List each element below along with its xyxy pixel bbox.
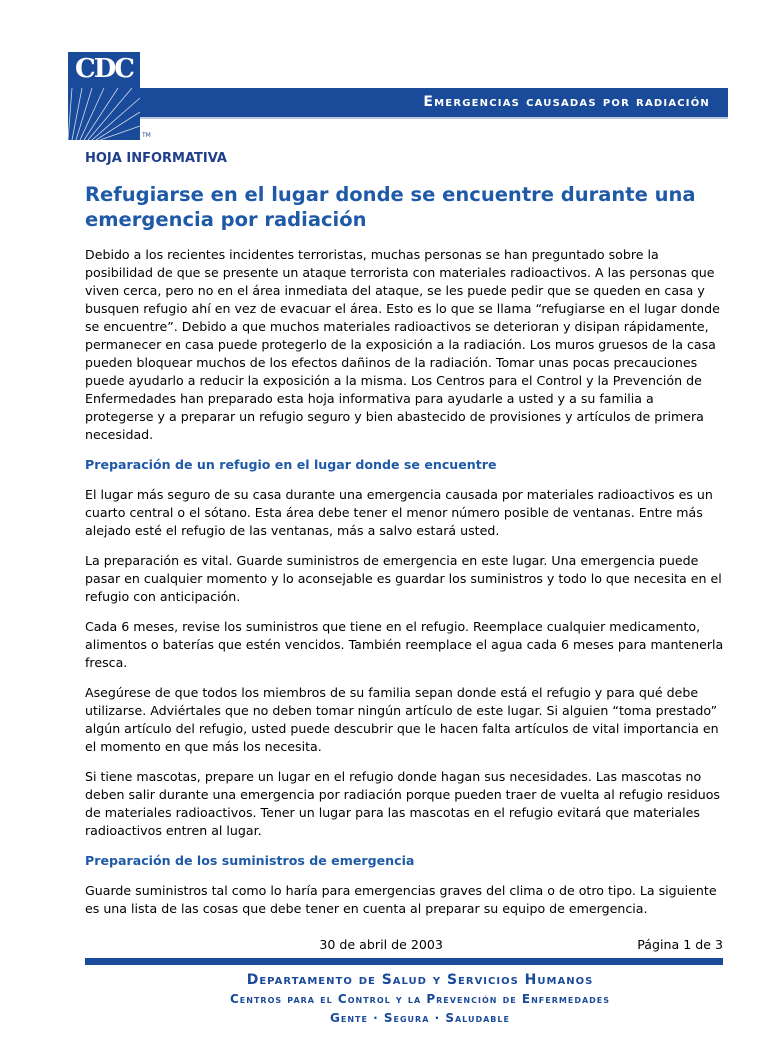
paragraph: Asegúrese de que todos los miembros de su familia sepan donde está el refugio y para qué debe utilizarse. Adviértales que no deben tomar ningún artículo de este lugar. Si alguien “toma prestado” algún artículo del refugio, usted puede descubrir que le hacen falta artículos de vital importancia en el momento en que más los necesita. <box>85 685 719 754</box>
footer-date: 30 de abril de 2003 <box>319 937 443 952</box>
cdc-logo <box>68 52 140 140</box>
page-number: Página 1 de 3 <box>637 937 723 952</box>
footer-row <box>85 936 723 954</box>
paragraph: La preparación es vital. Guarde suministros de emergencia en este lugar. Una emergencia puede pasar en cualquier momento y lo aconsejable es guardar los suministros y todo lo que necesita en el refugio con anticipación. <box>85 553 722 604</box>
footer-slogan: Gente · Segura · Saludable <box>330 1011 510 1025</box>
section-heading: Preparación de los suministros de emergencia <box>85 853 415 868</box>
trademark: TM <box>142 132 151 139</box>
intro-paragraph: Debido a los recientes incidentes terroristas, muchas personas se han preguntado sobre la posibilidad de que se presente un ataque terrorista con materiales radioactivos. A las personas que viven cerca, pero no en el área inmediata del ataque, se les puede pedir que se queden en casa y busquen refugio ahí en vez de evacuar el área. Esto es lo que se llama “refugiarse en el lugar donde se encuentre”. Debido a que muchos materiales radioactivos se deterioran y disipan rápidamente, permanecer en casa puede protegerlo de la exposición a la radiación. Los muros gruesos de la casa pueden bloquear muchos de los efectos dañinos de la radiación. Tomar unas pocas precauciones puede ayudarlo a reducir la exposición a la misma. Los Centros para el Control y la Prevención de Enfermedades han preparado esta hoja informativa para ayudarle a usted y a su familia a protegerse y a preparar un refugio seguro y bien abastecido de provisiones y artículos de primera necesidad. <box>85 247 720 442</box>
paragraph: Guarde suministros tal como lo haría para emergencias graves del clima o de otro tipo. La siguiente es una lista de las cosas que debe tener en cuenta al preparar su equipo de emergencia. <box>85 883 717 916</box>
doc-type: HOJA INFORMATIVA <box>85 151 227 166</box>
document-body <box>85 150 725 918</box>
section-heading: Preparación de un refugio en el lugar donde se encuentre <box>85 457 497 472</box>
page-header <box>0 0 768 150</box>
header-banner <box>140 88 728 119</box>
paragraph: Cada 6 meses, revise los suministros que tiene en el refugio. Reemplace cualquier medicamento, alimentos o baterías que estén vencidos. También reemplace el agua cada 6 meses para mantenerla fresca. <box>85 619 724 670</box>
footer-department: Departamento de Salud y Servicios Humanos <box>246 972 594 988</box>
paragraph: El lugar más seguro de su casa durante una emergencia causada por materiales radioactivos es un cuarto central o el sótano. Esta área debe tener el menor número posible de ventanas. Entre más alejado esté el refugio de las ventanas, más a salvo estará usted. <box>85 487 713 538</box>
footer-agency: Centros para el Control y la Prevención de Enfermedades <box>229 992 611 1006</box>
banner-title: Emergencias causadas por radiación <box>423 94 710 110</box>
footer <box>80 971 760 1028</box>
logo-text: CDC <box>75 54 133 84</box>
paragraph: Si tiene mascotas, prepare un lugar en el refugio donde hagan sus necesidades. Las mascotas no deben salir durante una emergencia por radiación porque pueden traer de vuelta al refugio residuos de materiales radioactivos. Tener un lugar para las mascotas en el refugio evitará que materiales radioactivos entren al lugar. <box>85 769 720 838</box>
page-title: Refugiarse en el lugar donde se encuentre durante una emergencia por radiación <box>85 183 696 231</box>
footer-divider <box>85 958 723 965</box>
